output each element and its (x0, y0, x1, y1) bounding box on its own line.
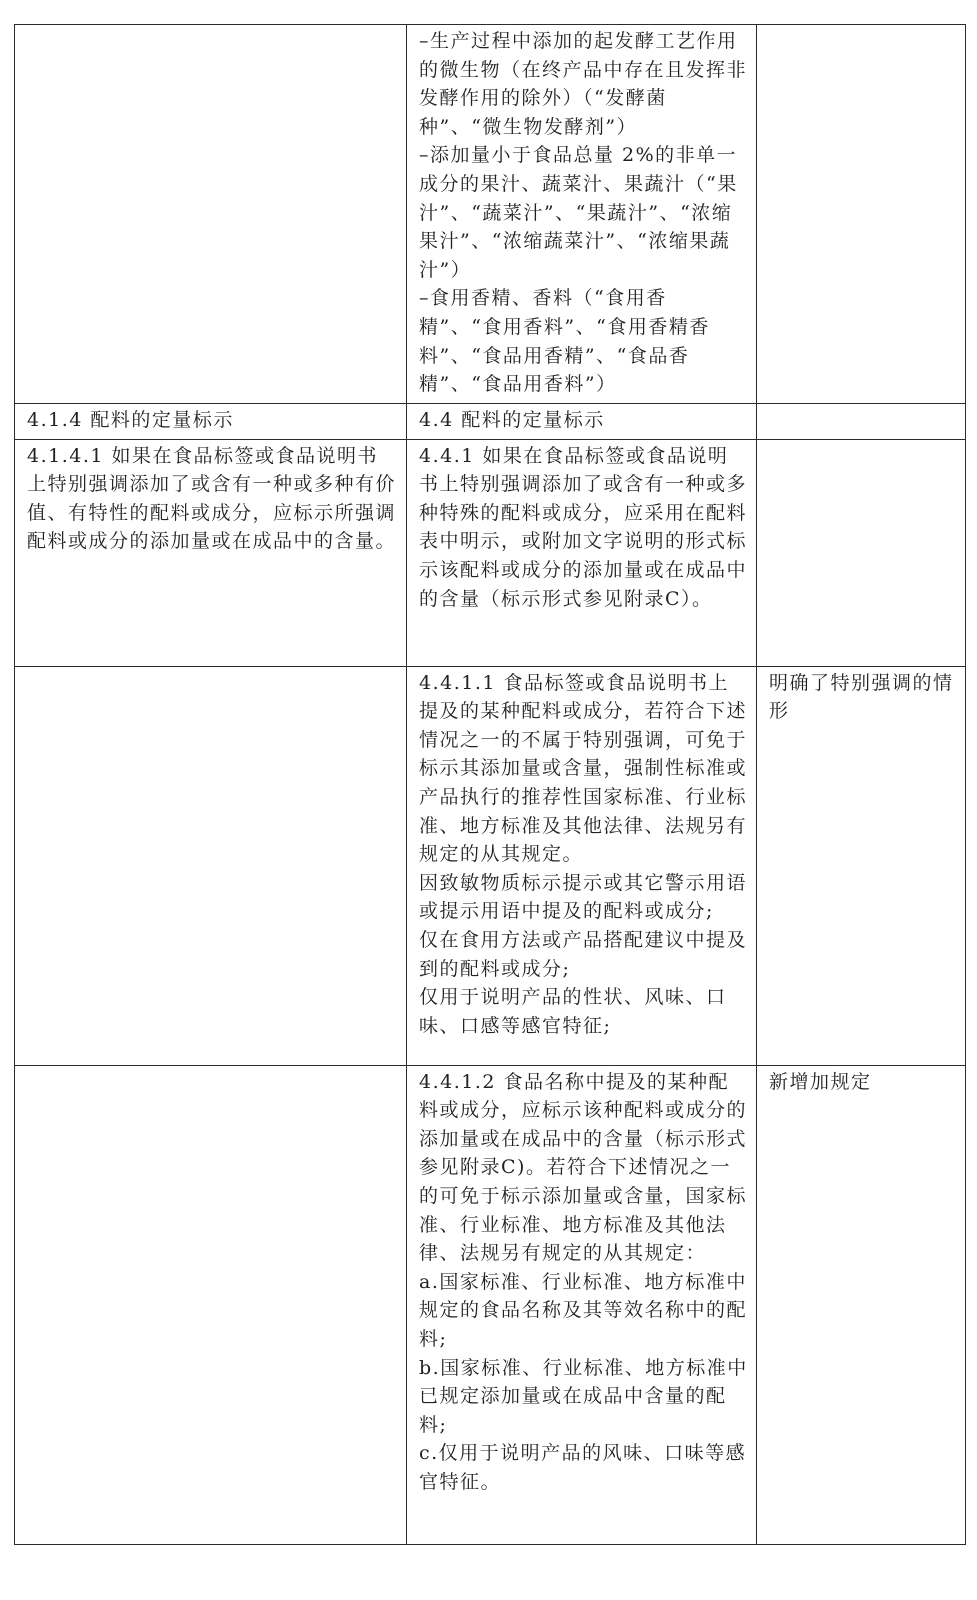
paragraph: 4.4.1 如果在食品标签或食品说明书上特别强调添加了或含有一种或多种特殊的配料或成分，应采用在配料表中明示，或附加文字说明的形式标示该配料或成分的添加量或在成品中的含量（标示形式参见附录C）。 (419, 444, 748, 610)
paragraph: –添加量小于食品总量 2%的非单一成分的果汁、蔬菜汁、果蔬汁（“果汁”、“蔬菜汁”、“果蔬汁”、“浓缩果汁”、“浓缩蔬菜汁”、“浓缩果蔬汁”） (419, 144, 738, 281)
table-row (15, 25, 966, 404)
remark-cell (757, 666, 966, 1065)
remark-cell (757, 439, 966, 666)
table-row (15, 439, 966, 666)
paragraph: a.国家标准、行业标准、地方标准中规定的食品名称及其等效名称中的配料; (419, 1270, 748, 1350)
paragraph: 4.1.4 配料的定量标示 (27, 409, 234, 431)
old-standard-cell (15, 1065, 407, 1544)
old-standard-cell (15, 25, 407, 404)
paragraph: 仅用于说明产品的性状、风味、口味、口感等感官特征; (419, 986, 727, 1037)
paragraph: c.仅用于说明产品的风味、口味等感官特征。 (419, 1442, 747, 1493)
paragraph: –食用香精、香料（“食用香精”、“食用香料”、“食用香精香料”、“食品用香精”、“食品香精”、“食品用香料”） (419, 287, 710, 396)
paragraph: 4.1.4.1 如果在食品标签或食品说明书上特别强调添加了或含有一种或多种有价值、有特性的配料或成分，应标示所强调配料或成分的添加量或在成品中的含量。 (27, 444, 397, 553)
paragraph: 4.4.1.1 食品标签或食品说明书上提及的某种配料或成分，若符合下述情况之一的不属于特别强调，可免于标示其添加量或含量，强制性标准或产品执行的推荐性国家标准、行业标准、地方标准及其他法律、法规另有规定的从其规定。 (419, 671, 748, 866)
new-standard-cell (407, 404, 757, 440)
remark-cell (757, 404, 966, 440)
table-row (15, 1065, 966, 1544)
table-row (15, 666, 966, 1065)
new-standard-cell (407, 1065, 757, 1544)
standard-comparison-table (14, 24, 966, 1545)
paragraph: 因致敏物质标示提示或其它警示用语或提示用语中提及的配料或成分; (419, 871, 748, 923)
paragraph: 仅在食用方法或产品搭配建议中提及到的配料或成分; (419, 928, 748, 980)
new-standard-cell (407, 439, 757, 666)
paragraph: 4.4 配料的定量标示 (419, 409, 605, 431)
old-standard-cell (15, 666, 407, 1065)
new-standard-cell (407, 25, 757, 404)
remark-cell (757, 25, 966, 404)
table-row (15, 404, 966, 440)
remark-text: 新增加规定 (769, 1070, 872, 1093)
paragraph: –生产过程中添加的起发酵工艺作用的微生物（在终产品中存在且发挥非发酵作用的除外）（“发酵菌种”、“微生物发酵剂”） (419, 30, 748, 138)
paragraph: b.国家标准、行业标准、地方标准中已规定添加量或在成品中含量的配料; (419, 1356, 748, 1436)
new-standard-cell (407, 666, 757, 1065)
paragraph: 4.4.1.2 食品名称中提及的某种配料或成分，应标示该种配料或成分的添加量或在成品中的含量（标示形式参见附录C)。若符合下述情况之一的可免于标示添加量或含量，国家标准、行业标准、地方标准及其他法律、法规另有规定的从其规定： (419, 1070, 748, 1265)
remark-text: 明确了特别强调的情形 (769, 671, 954, 723)
remark-cell (757, 1065, 966, 1544)
old-standard-cell (15, 404, 407, 440)
old-standard-cell (15, 439, 407, 666)
